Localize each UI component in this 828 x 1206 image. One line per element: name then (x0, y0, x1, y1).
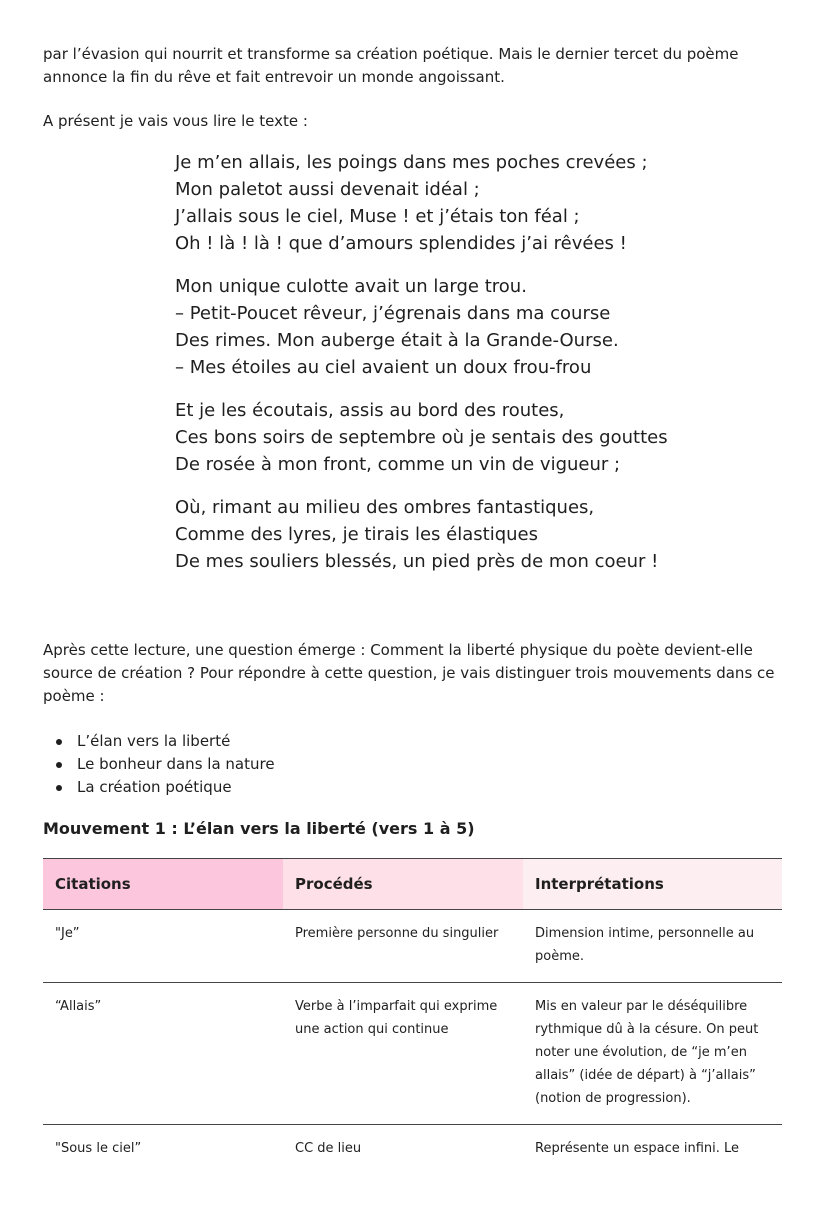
intro-paragraph: par l’évasion qui nourrit et transforme sa création poétique. Mais le dernier tercet du poème annonce la fin du rêve et fait entrevoir un monde angoissant. (43, 45, 739, 86)
table-cell: Représente un espace infini. Le (535, 1141, 740, 1156)
poem-stanza-4 (175, 494, 775, 575)
reading-line: A présent je vais vous lire le texte : (43, 112, 308, 130)
table-cell: Mis en valeur par le déséquilibre rythmique dû à la césure. On peut noter une évolution, de “je m’en allais” (idée de départ) à “j’allais” (notion de progression). (523, 983, 782, 1125)
poem-verse: J’allais sous le ciel, Muse ! et j’étais ton féal ; (175, 206, 580, 227)
poem-verse: Où, rimant au milieu des ombres fantastiques, (175, 497, 595, 518)
poem-verse: Des rimes. Mon auberge était à la Grande-Ourse. (175, 330, 619, 351)
list-item: Le bonheur dans la nature (43, 753, 275, 776)
table-cell: “Allais” (43, 983, 283, 1125)
question-paragraph: Après cette lecture, une question émerge : Comment la liberté physique du poète devient-elle source de création ? Pour répondre à cette question, je vais distinguer trois mouvements dans ce poème : (43, 641, 775, 705)
table-cell: Première personne du singulier (283, 910, 523, 983)
table-row (43, 910, 782, 983)
column-header-procedes: Procédés (283, 859, 523, 910)
poem-stanza-1 (175, 149, 775, 257)
poem-verse: De rosée à mon front, comme un vin de vigueur ; (175, 454, 621, 475)
table-row (43, 983, 782, 1125)
poem-verse: – Mes étoiles au ciel avaient un doux frou-frou (175, 357, 592, 378)
column-header-interpretations: Interprétations (523, 859, 782, 910)
table-row (43, 1125, 782, 1175)
analysis-table (43, 858, 782, 1174)
poem-verse: Ces bons soirs de septembre où je sentais des gouttes (175, 427, 668, 448)
poem-stanza-3 (175, 397, 775, 478)
poem (175, 149, 775, 591)
table-cell: "Je” (43, 910, 283, 983)
table-cell: Verbe à l’imparfait qui exprime une action qui continue (283, 983, 523, 1125)
table-header-row (43, 859, 782, 910)
poem-verse: Mon paletot aussi devenait idéal ; (175, 179, 480, 200)
poem-verse: – Petit-Poucet rêveur, j’égrenais dans ma course (175, 303, 611, 324)
table-cell: CC de lieu (295, 1141, 362, 1156)
list-item: L’élan vers la liberté (43, 730, 275, 753)
poem-verse: Et je les écoutais, assis au bord des routes, (175, 400, 565, 421)
table-cell: "Sous le ciel” (55, 1141, 142, 1156)
section-heading: Mouvement 1 : L’élan vers la liberté (vers 1 à 5) (43, 819, 475, 838)
column-header-citations: Citations (43, 859, 283, 910)
poem-verse: Comme des lyres, je tirais les élastiques (175, 524, 538, 545)
poem-verse: Mon unique culotte avait un large trou. (175, 276, 527, 297)
movements-list (43, 730, 275, 799)
poem-verse: De mes souliers blessés, un pied près de mon coeur ! (175, 551, 659, 572)
poem-stanza-2 (175, 273, 775, 381)
poem-verse: Je m’en allais, les poings dans mes poches crevées ; (175, 152, 648, 173)
poem-verse: Oh ! là ! là ! que d’amours splendides j’ai rêvées ! (175, 233, 627, 254)
list-item: La création poétique (43, 776, 275, 799)
table-cell: Dimension intime, personnelle au poème. (523, 910, 782, 983)
